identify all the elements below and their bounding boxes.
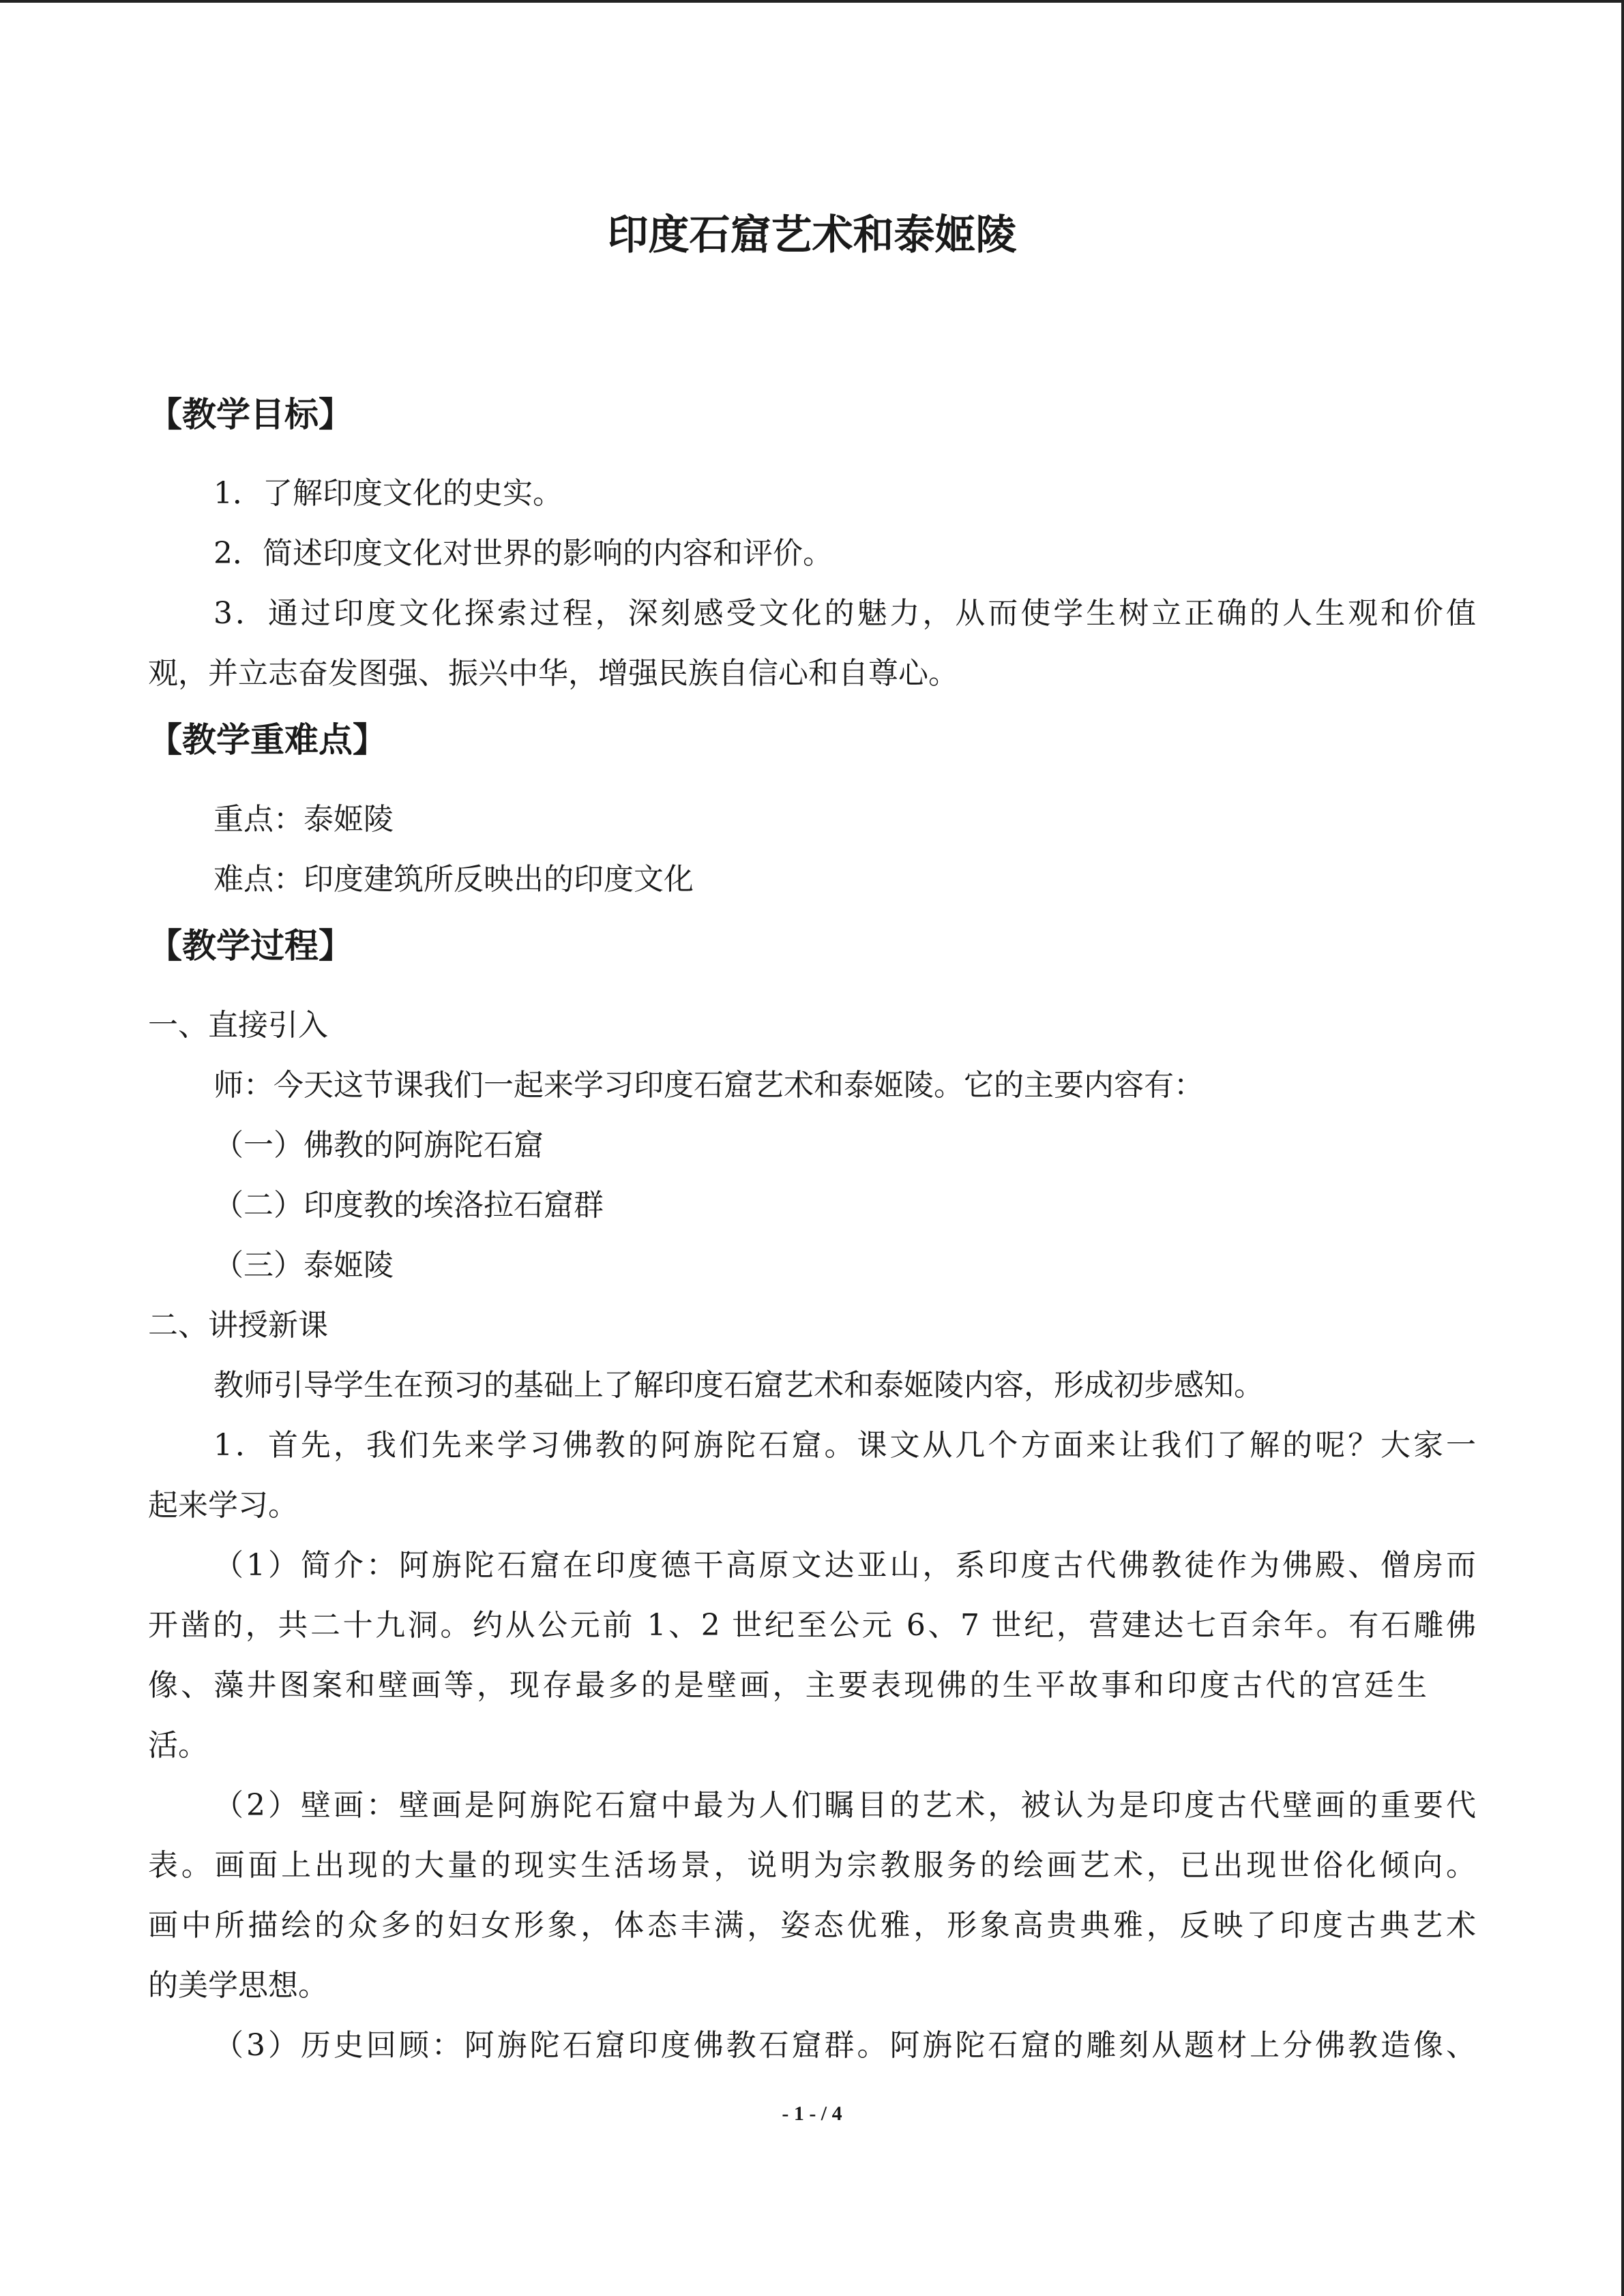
process-line: （3）历史回顾：阿旃陀石窟印度佛教石窟群。阿旃陀石窟的雕刻从题材上分佛教造像、 bbox=[213, 2028, 1476, 2063]
objective-item-3: 3．通过印度文化探索过程，深刻感受文化的魅力，从而使学生树立正确的人生观和价值 bbox=[213, 596, 1476, 631]
heading-key-points: 【教学重难点】 bbox=[148, 720, 387, 760]
objective-item-3-cont: 观，并立志奋发图强、振兴中华，增强民族自信心和自尊心。 bbox=[148, 656, 958, 691]
process-line: 教师引导学生在预习的基础上了解印度石窟艺术和泰姬陵内容，形成初步感知。 bbox=[213, 1368, 1264, 1403]
process-line: 师：今天这节课我们一起来学习印度石窟艺术和泰姬陵。它的主要内容有： bbox=[213, 1068, 1204, 1103]
key-point-item: 重点：泰姬陵 bbox=[213, 802, 394, 837]
top-border bbox=[0, 0, 1624, 3]
process-line: 二、讲授新课 bbox=[148, 1308, 328, 1343]
heading-process: 【教学过程】 bbox=[148, 926, 353, 966]
process-line: 1．首先，我们先来学习佛教的阿旃陀石窟。课文从几个方面来让我们了解的呢？大家一 bbox=[213, 1428, 1476, 1463]
process-line: （三）泰姬陵 bbox=[213, 1248, 394, 1283]
process-line: 像、藻井图案和壁画等，现存最多的是壁画，主要表现佛的生平故事和印度古代的宫廷生 bbox=[148, 1668, 1427, 1703]
heading-objectives: 【教学目标】 bbox=[148, 395, 353, 434]
objective-item-1: 1．了解印度文化的史实。 bbox=[213, 476, 563, 511]
process-line: （2）壁画：壁画是阿旃陀石窟中最为人们瞩目的艺术，被认为是印度古代壁画的重要代 bbox=[213, 1788, 1476, 1823]
right-border bbox=[1621, 0, 1624, 2296]
process-line: 活。 bbox=[148, 1728, 208, 1763]
process-line: （1）简介：阿旃陀石窟在印度德干高原文达亚山，系印度古代佛教徒作为佛殿、僧房而 bbox=[213, 1548, 1476, 1583]
process-line: 表。画面上出现的大量的现实生活场景，说明为宗教服务的绘画艺术，已出现世俗化倾向。 bbox=[148, 1848, 1476, 1883]
process-line: 画中所描绘的众多的妇女形象，体态丰满，姿态优雅，形象高贵典雅，反映了印度古典艺术 bbox=[148, 1908, 1476, 1943]
objective-item-2: 2．简述印度文化对世界的影响的内容和评价。 bbox=[213, 536, 833, 571]
document-title: 印度石窟艺术和泰姬陵 bbox=[607, 211, 1017, 259]
difficult-point-item: 难点：印度建筑所反映出的印度文化 bbox=[213, 862, 694, 897]
process-line: 开凿的，共二十九洞。约从公元前 1、2 世纪至公元 6、7 世纪，营建达七百余年。有石雕佛 bbox=[148, 1608, 1476, 1643]
process-line: （一）佛教的阿旃陀石窟 bbox=[213, 1128, 544, 1163]
page-number: - 1 - / 4 bbox=[782, 2102, 842, 2125]
process-line: （二）印度教的埃洛拉石窟群 bbox=[213, 1188, 604, 1223]
process-line: 的美学思想。 bbox=[148, 1968, 328, 2003]
process-line: 一、直接引入 bbox=[148, 1008, 328, 1043]
process-line: 起来学习。 bbox=[148, 1488, 298, 1523]
